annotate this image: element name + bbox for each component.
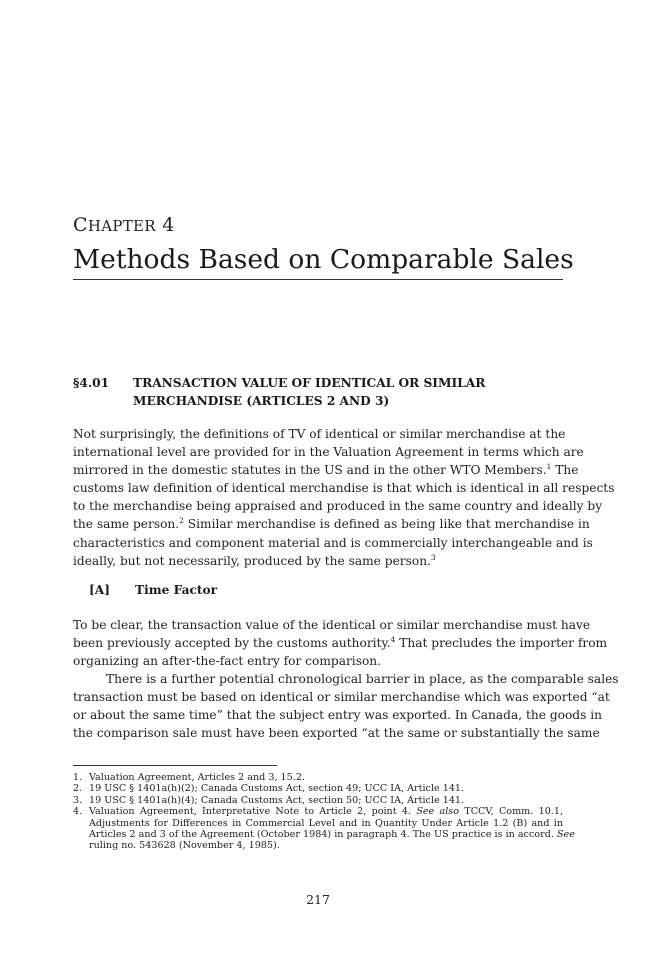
footnote-ref[interactable]: 1 (546, 462, 552, 472)
footnote (73, 772, 563, 783)
text-line: the same person.$^2$ Similar merchandise is defined as being like that merchandise in (73, 516, 590, 532)
section-title-line: MERCHANDISE (ARTICLES 2 AND 3) (133, 394, 390, 408)
text-line: organizing an after-the-fact entry for comparison. (73, 654, 382, 669)
text-line: to the merchandise being appraised and produced in the same country and ideally by (73, 499, 603, 514)
text-line: been previously accepted by the customs authority.$^4$ That precludes the importer from (73, 635, 608, 651)
body-paragraph-3 (73, 670, 619, 742)
footnote-number: 1. (73, 772, 83, 783)
footnote-text: Valuation Agreement, Interpretative Note to Article 2, point 4. See also TCCV, Comm. 10.1, (89, 806, 564, 818)
footnote-text: 19 USC § 1401a(h)(4); Canada Customs Act, section 50; UCC IA, Article 141. (89, 794, 465, 806)
footnote-number: 3. (73, 794, 83, 806)
body-paragraph-1 (73, 425, 615, 570)
section-title-line: TRANSACTION VALUE OF IDENTICAL OR SIMILAR (133, 376, 486, 390)
footnote-text: ruling no. 543628 (November 4, 1985). (89, 840, 280, 852)
text-line: customs law definition of identical merchandise is that which is identical in all respects (73, 481, 615, 496)
text-line: international level are provided for in the Valuation Agreement in terms which are (73, 445, 584, 460)
chapter-label-rest: HAPTER (87, 217, 156, 235)
chapter-label (73, 214, 175, 236)
section-number: §4.01 (73, 376, 110, 390)
chapter-title: Methods Based on Comparable Sales (73, 244, 574, 275)
text-line: There is a further potential chronological barrier in place, as the comparable sales (106, 672, 619, 686)
chapter-label-initial: C (73, 214, 88, 236)
footnote-ref[interactable]: 2 (179, 516, 184, 526)
footnote-text: Adjustments for Differences in Commercial Level and in Quantity Under Article 1.2 (B) and in (89, 817, 563, 829)
section-title (133, 374, 553, 410)
footnote (73, 806, 575, 852)
footnote-ref[interactable]: 4 (390, 635, 396, 645)
footnote-text: Articles 2 and 3 of the Agreement (October 1984) in paragraph 4. The US practice is in accord. See (89, 829, 575, 841)
footnote-text: Valuation Agreement, Articles 2 and 3, 15.2. (89, 772, 305, 783)
subsection-heading (89, 583, 217, 597)
text-line: characteristics and component material and is commercially interchangeable and is (73, 535, 593, 550)
page-number: 217 (306, 892, 330, 907)
text-line: Not surprisingly, the definitions of TV of identical or similar merchandise at the (73, 427, 566, 441)
chapter-title-rule (73, 279, 563, 280)
chapter-number: 4 (162, 214, 175, 236)
text-line: ideally, but not necessarily, produced by the same person.$^3$ (73, 552, 436, 568)
text-line: or about the same time” that the subject entry was exported. In Canada, the goods in (73, 708, 602, 723)
subsection-label: [A] (89, 583, 110, 597)
text-line: the comparison sale must have been exported “at the same or substantially the same (73, 726, 600, 741)
text-line: To be clear, the transaction value of the identical or similar merchandise must have (73, 618, 591, 632)
footnote-separator (73, 765, 277, 766)
text-line: transaction must be based on identical or similar merchandise which was exported “at (73, 690, 610, 705)
footnote (73, 783, 563, 794)
text-line: mirrored in the domestic statutes in the US and in the other WTO Members.$^1$ The (73, 462, 579, 478)
subsection-title: Time Factor (135, 583, 218, 597)
footnotes (73, 772, 575, 852)
footnote-number: 4. (73, 806, 83, 818)
footnote-ref[interactable]: 3 (430, 552, 436, 562)
footnote-number: 2. (73, 783, 83, 795)
footnote (73, 795, 563, 806)
footnote-text: 19 USC § 1401a(h)(2); Canada Customs Act, section 49; UCC IA, Article 141. (89, 783, 465, 795)
body-paragraph-2 (73, 616, 608, 670)
book-page (73, 0, 619, 969)
